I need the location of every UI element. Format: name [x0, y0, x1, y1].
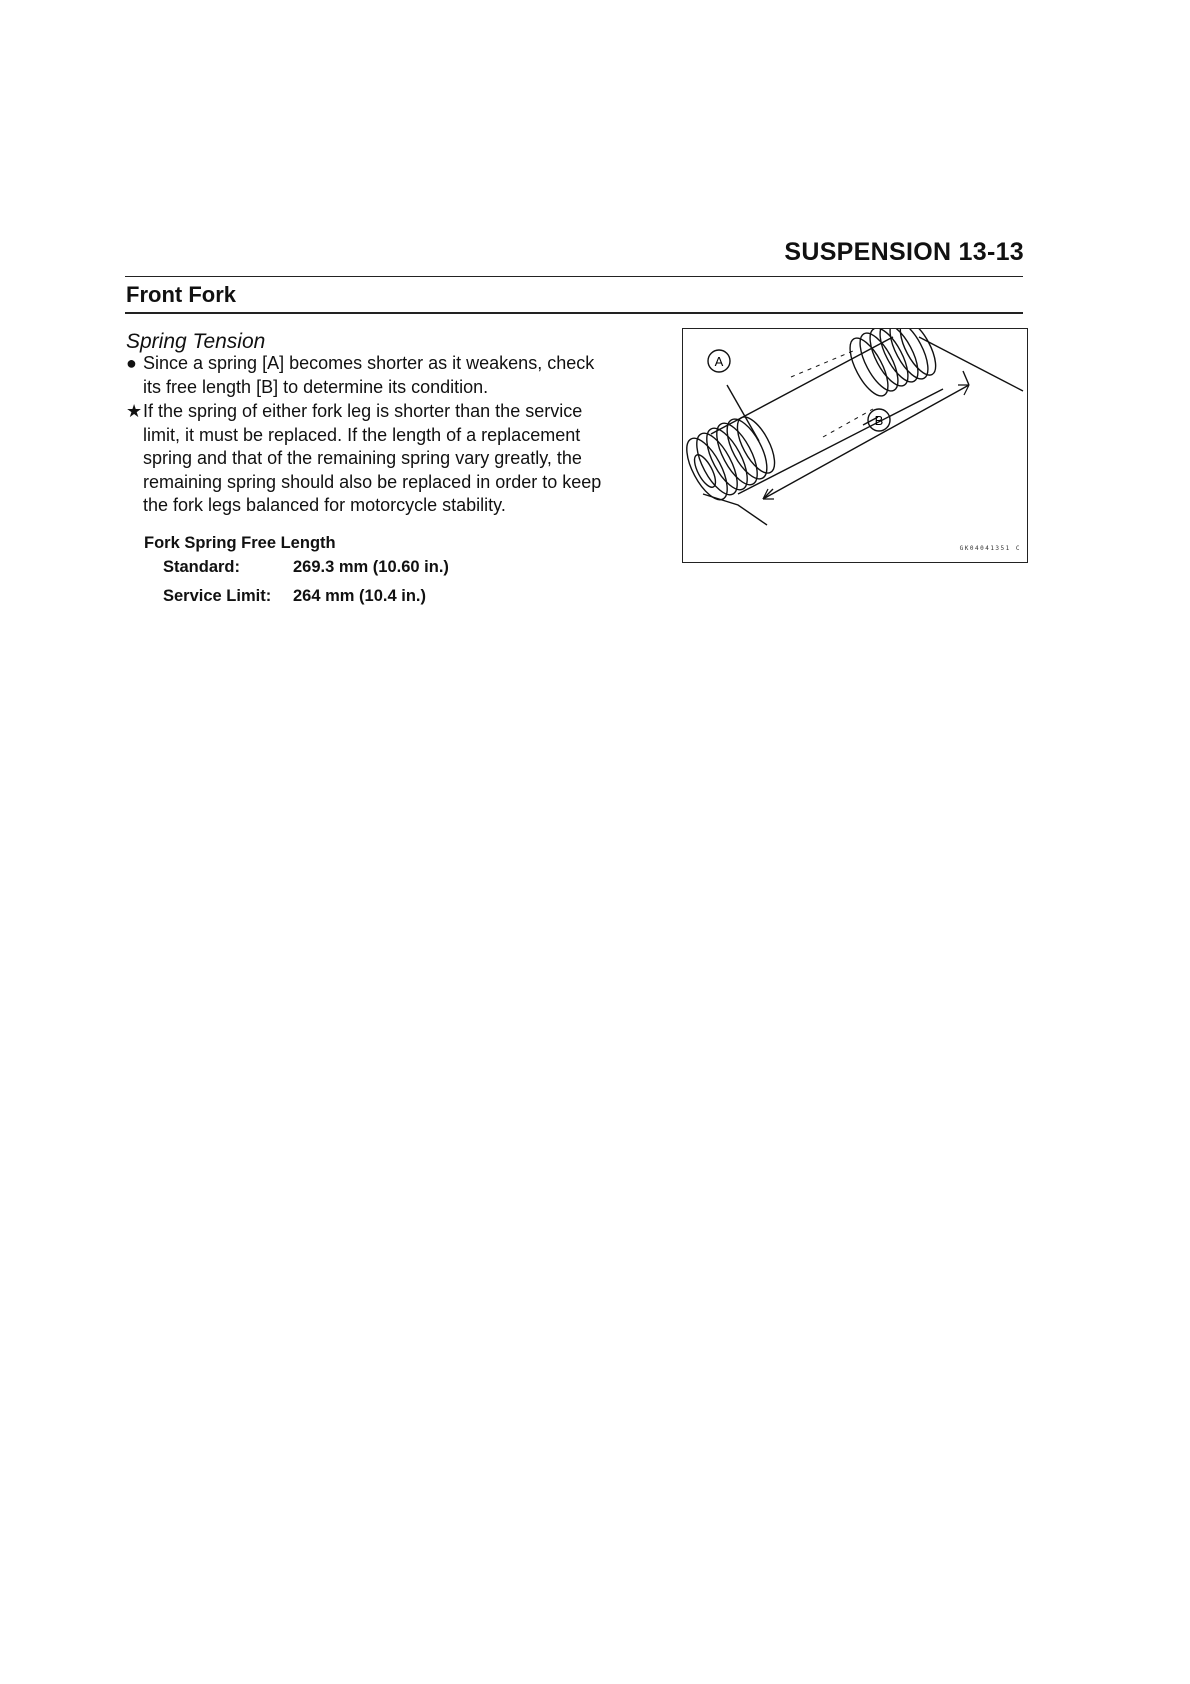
paragraph-line: remaining spring should also be replaced in order to keep: [143, 471, 602, 492]
dimension-tick-right: [919, 337, 1023, 391]
spec-row-service-limit: [163, 587, 426, 606]
condition-paragraph: [126, 400, 658, 518]
spec-label: Standard:: [163, 558, 241, 576]
bullet-icon: ●: [126, 353, 137, 373]
paragraph-line: its free length [B] to determine its condition.: [143, 376, 489, 397]
subsection-title: Spring Tension: [126, 330, 266, 353]
star-icon: ★: [126, 401, 143, 421]
spec-value: 264 mm (10.4 in.): [293, 587, 426, 605]
instruction-paragraph: [126, 352, 658, 399]
paragraph-line: If the spring of either fork leg is shorter than the service: [143, 401, 583, 421]
header-divider: [125, 276, 1023, 277]
label-b: B: [874, 413, 884, 428]
paragraph-line: the fork legs balanced for motorcycle stability.: [143, 495, 506, 515]
spec-title: Fork Spring Free Length: [144, 534, 336, 552]
section-title: Front Fork: [126, 282, 236, 307]
paragraph-line: spring and that of the remaining spring vary greatly, the: [143, 448, 582, 468]
spec-label: Service Limit:: [163, 587, 272, 605]
label-a: A: [714, 354, 724, 369]
dimension-line-b: [763, 385, 969, 499]
page-header-title: SUSPENSION 13-13: [784, 238, 1024, 266]
coil-spring-illustration-icon: [683, 329, 1029, 564]
leader-a: [727, 385, 759, 441]
paragraph-line: limit, it must be replaced. If the length of a replacement: [143, 424, 581, 445]
paragraph-line: Since a spring [A] becomes shorter as it weakens, check: [143, 353, 595, 373]
spec-value: 269.3 mm (10.60 in.): [293, 558, 449, 576]
spec-row-standard: [163, 558, 449, 577]
spring-figure: [682, 328, 1028, 563]
section-divider: [125, 312, 1023, 314]
spring-far-coils: [842, 329, 942, 401]
figure-code: GK04041351 C: [959, 545, 1021, 552]
